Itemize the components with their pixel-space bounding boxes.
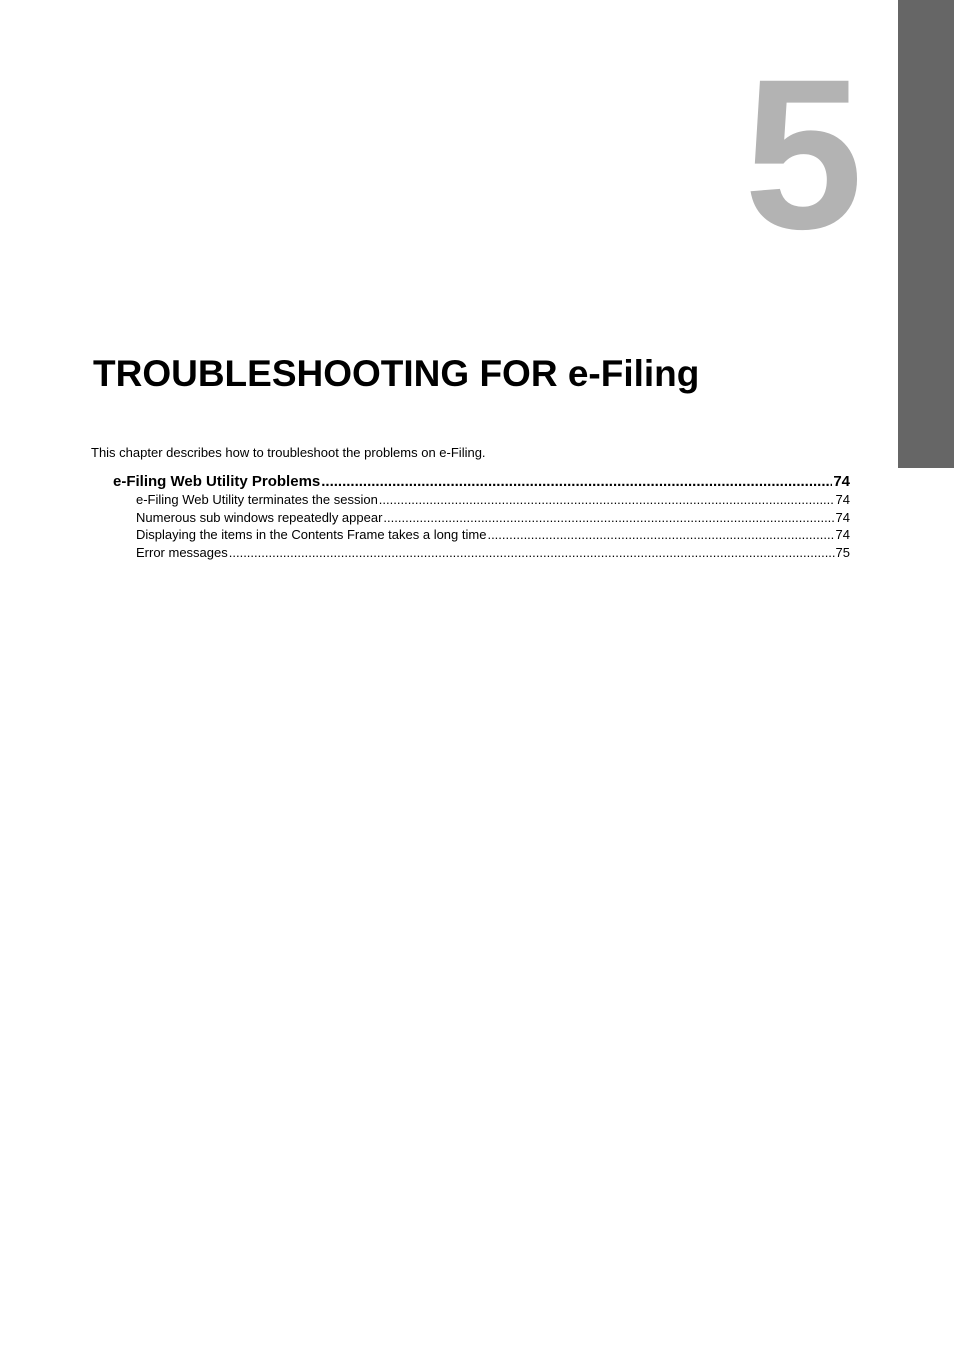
toc-entry-sub[interactable]: [136, 544, 850, 562]
toc-dot-leader: [487, 526, 834, 544]
toc-page-number: 75: [835, 544, 850, 560]
toc-page-number: 74: [835, 527, 850, 542]
toc-page-number: 74: [835, 509, 850, 525]
toc-entry-label: Error messages: [136, 544, 228, 560]
toc-dot-leader: [321, 472, 832, 491]
toc-entry-label: e-Filing Web Utility terminates the session: [136, 492, 378, 507]
toc-entry-label: e-Filing Web Utility Problems: [113, 473, 321, 490]
toc-page-number: 74: [835, 492, 850, 507]
toc-page-number: 74: [833, 473, 850, 490]
toc-dot-leader: [383, 509, 834, 527]
chapter-title: TROUBLESHOOTING FOR e-Filing: [93, 353, 700, 394]
chapter-side-tab: [898, 0, 954, 468]
toc-dot-leader: [229, 544, 835, 562]
toc-dot-leader: [379, 491, 835, 509]
toc-entry-sub[interactable]: [136, 509, 850, 527]
chapter-intro: This chapter describes how to troubleshoot the problems on e-Filing.: [91, 445, 486, 460]
toc-entry-sub[interactable]: [136, 491, 850, 509]
toc-entry-sub[interactable]: [136, 526, 850, 544]
table-of-contents: [113, 472, 850, 561]
toc-entry-label: Displaying the items in the Contents Frame takes a long time: [136, 527, 487, 542]
toc-entry-label: Numerous sub windows repeatedly appear: [136, 509, 383, 525]
chapter-number: 5: [743, 35, 859, 274]
toc-entry-main[interactable]: [113, 472, 850, 491]
